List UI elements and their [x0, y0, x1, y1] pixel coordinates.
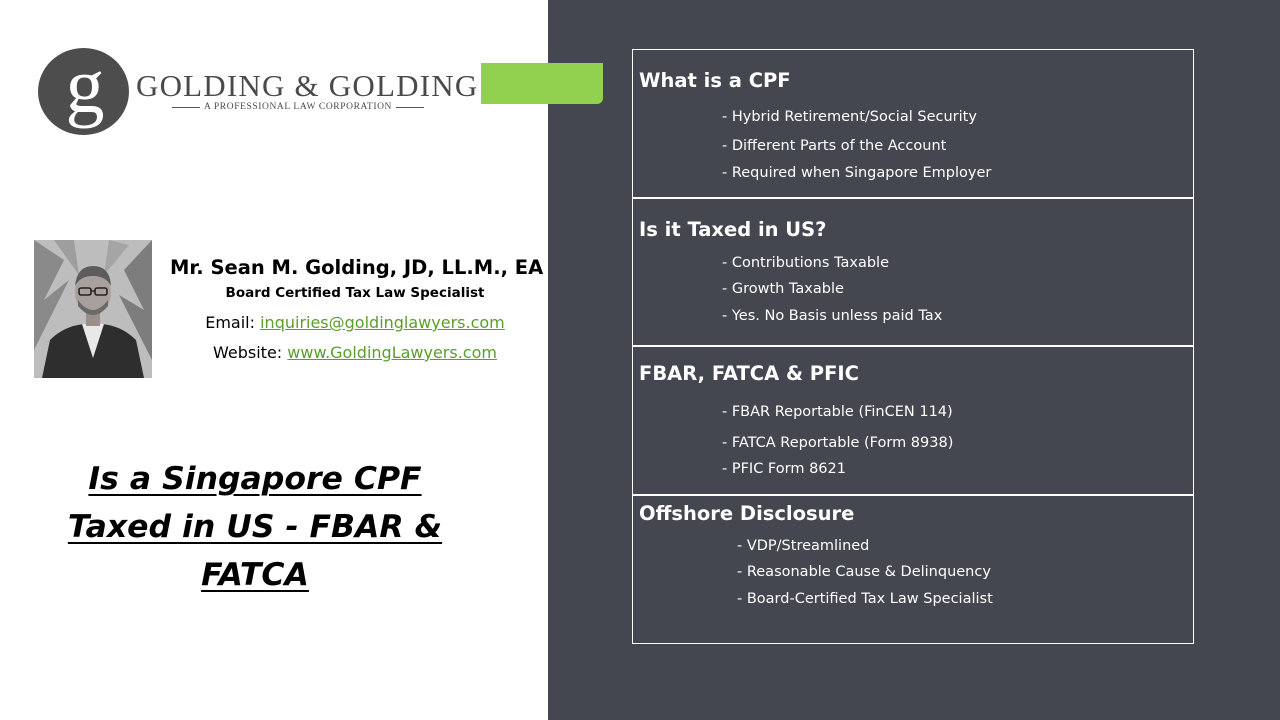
title-line-3: FATCA: [201, 557, 309, 593]
section-item: - PFIC Form 8621: [722, 461, 846, 477]
profile-credential: Board Certified Tax Law Specialist: [225, 285, 485, 301]
logo-tagline: A PROFESSIONAL LAW CORPORATION: [204, 102, 392, 112]
section-heading: FBAR, FATCA & PFIC: [639, 362, 859, 385]
section-item: - Reasonable Cause & Delinquency: [737, 564, 991, 580]
title-line-1: Is a Singapore CPF: [88, 461, 422, 497]
divider: [396, 107, 424, 108]
section-fbar-fatca-pfic: [632, 345, 1194, 496]
section-item: - Growth Taxable: [722, 281, 844, 297]
section-heading: Is it Taxed in US?: [639, 218, 827, 241]
divider: [172, 107, 200, 108]
accent-tab: [481, 63, 603, 104]
email-row: [170, 313, 540, 332]
section-item: - Required when Singapore Employer: [722, 165, 992, 181]
page-title: [55, 455, 455, 599]
title-line-2: Taxed in US - FBAR &: [67, 509, 443, 545]
website-label: Website:: [213, 343, 283, 362]
section-item: - FBAR Reportable (FinCEN 114): [722, 404, 953, 420]
section-item: - Different Parts of the Account: [722, 138, 947, 154]
website-row: [170, 343, 540, 362]
section-item: - Yes. No Basis unless paid Tax: [722, 308, 943, 324]
website-link[interactable]: www.GoldingLawyers.com: [287, 343, 497, 362]
section-item: - Hybrid Retirement/Social Security: [722, 109, 977, 125]
logo-tagline-row: [172, 101, 424, 113]
section-what-is-cpf: [632, 49, 1194, 199]
section-heading: Offshore Disclosure: [639, 502, 855, 525]
section-offshore-disclosure: [632, 494, 1194, 644]
logo-name: GOLDING & GOLDING: [136, 68, 479, 103]
section-taxed-in-us: [632, 197, 1194, 347]
profile-photo: [34, 240, 152, 378]
logo-mark-letter: g: [65, 48, 105, 129]
section-heading: What is a CPF: [639, 69, 791, 92]
section-item: - Board-Certified Tax Law Specialist: [737, 591, 993, 607]
section-item: - Contributions Taxable: [722, 255, 889, 271]
profile-name: Mr. Sean M. Golding, JD, LL.M., EA: [170, 256, 544, 279]
golding-logo-icon: [38, 48, 129, 135]
email-label: Email:: [205, 313, 256, 332]
section-item: - FATCA Reportable (Form 8938): [722, 435, 954, 451]
section-item: - VDP/Streamlined: [737, 538, 870, 554]
email-link[interactable]: inquiries@goldinglawyers.com: [260, 313, 505, 332]
